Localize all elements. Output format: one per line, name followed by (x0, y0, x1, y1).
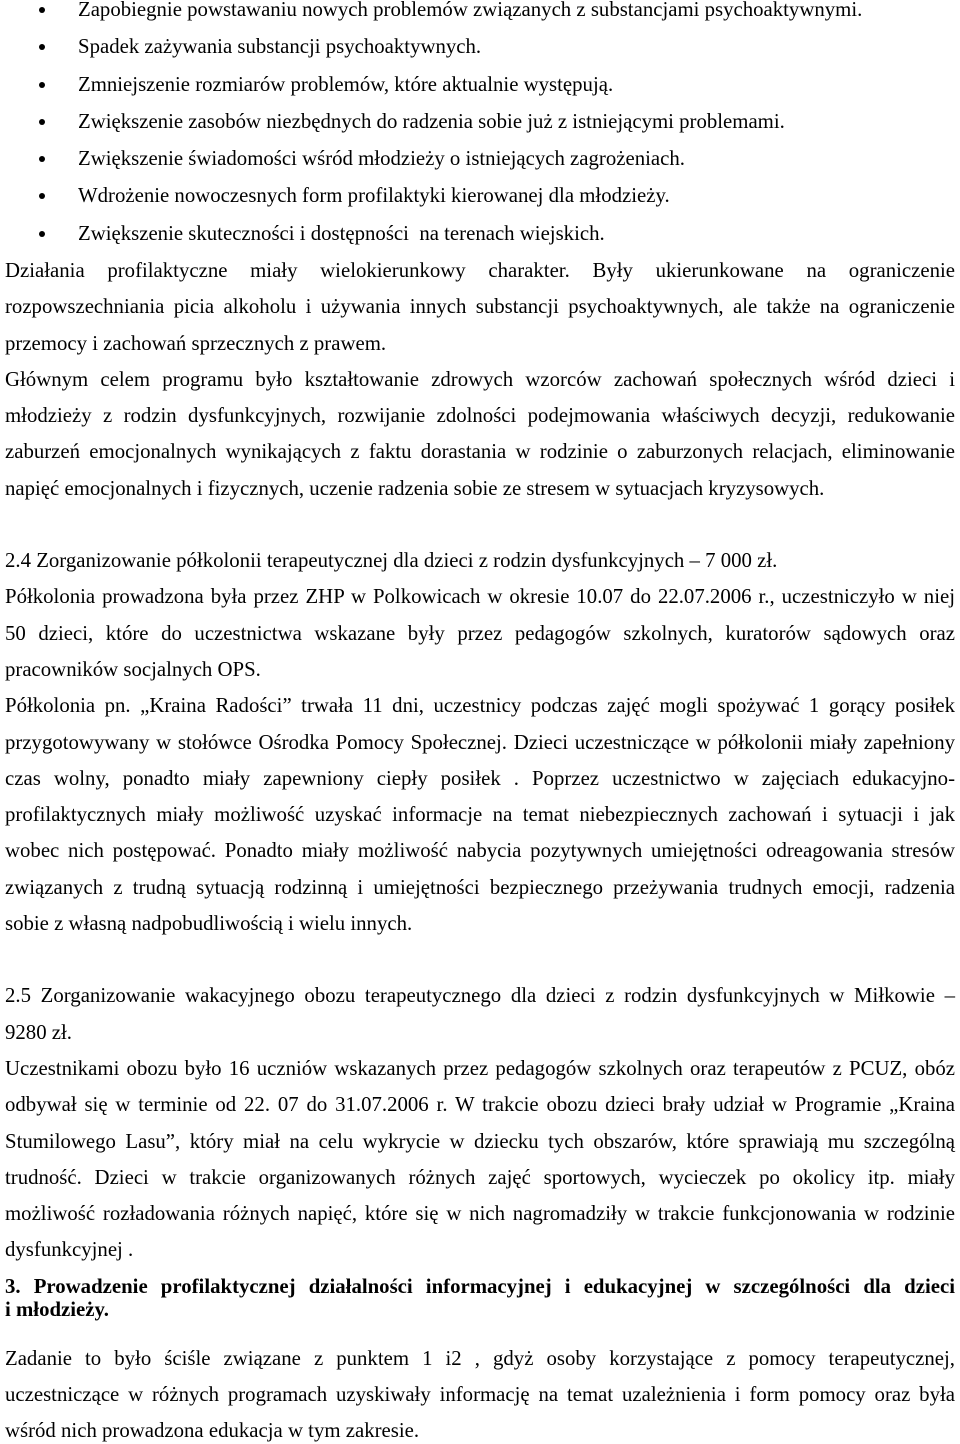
text-line: pracowników socjalnych OPS. (5, 657, 261, 681)
text-line: 50 dzieci, które do uczestnictwa wskazane były przez pedagogów szkolnych, kuratorów sądowych oraz (5, 621, 955, 645)
bullet-icon (39, 7, 45, 13)
text-line: wobec nich postępować. Ponadto miały możliwość nabycia pozytywnych umiejętności odreagowania stresów (5, 839, 955, 863)
bullet-item (5, 20, 955, 57)
bullet-text: Zwiększenie świadomości wśród młodzieży o istniejących zagrożeniach. (78, 147, 685, 171)
bullet-icon (39, 231, 45, 237)
organizer-paragraph (5, 571, 955, 680)
text-line: Półkolonia prowadzona była przez ZHP w Polkowicach w okresie 10.07 do 22.07.2006 r., uczestniczyło w niej (5, 585, 955, 609)
bullet-item (5, 206, 955, 243)
section-heading (5, 970, 955, 1043)
text-line: przemocy i zachowań sprzecznych z prawem. (5, 331, 387, 355)
text-line: Zadanie to było ściśle związane z punktem 1 i2 , gdyż osoby korzystające z pomocy terapeutycznej, (5, 1346, 955, 1370)
bullet-text: Spadek zażywania substancji psychoaktywnych. (78, 35, 482, 59)
text-line: możliwość rozładowania różnych napięć, które się w nich nagromadziły w trakcie funkcjonowania w rodzinie (5, 1202, 955, 1226)
bullet-text: Zwiększenie zasobów niezbędnych do radzenia sobie już z istniejącymi problemami. (78, 109, 785, 133)
bullet-text: Zmniejszenie rozmiarów problemów, które aktualnie występują. (78, 72, 614, 96)
text-line: Działania profilaktyczne miały wielokierunkowy charakter. Były ukierunkowane na ograniczenie (5, 258, 955, 282)
camp-paragraph (5, 1043, 955, 1261)
text-line: napięć emocjonalnych i fizycznych, uczenie radzenia sobie ze stresem w sytuacjach kryzysowych. (5, 476, 825, 500)
section-heading (5, 1260, 955, 1320)
section-2-5 (5, 970, 955, 1260)
text-line: uczestniczące w różnych programach uzyskiwały informację na temat uzależnienia i form pomocy oraz była (5, 1383, 955, 1407)
bullet-text: Zwiększenie skuteczności i dostępności na terenach wiejskich. (78, 221, 605, 245)
section-3 (5, 1260, 955, 1441)
activities-paragraph (5, 244, 955, 354)
bullet-text: Wdrożenie nowoczesnych form profilaktyki kierowanej dla młodzieży. (78, 184, 670, 208)
bullet-item (5, 57, 955, 94)
section-2-4 (5, 535, 955, 934)
bullet-icon (39, 119, 45, 125)
text-line: zaburzeń emocjonalnych wynikających z faktu dorastania w rodzinie o zaburzonych relacjach, eliminowanie (5, 440, 955, 464)
bullet-icon (39, 44, 45, 50)
text-line: Głównym celem programu było kształtowanie zdrowych wzorców zachowań społecznych wśród dzieci i (5, 367, 955, 391)
text-line: związanych z trudną sytuacją rodzinną i umiejętności bezpiecznego przeżywania trudnych emocji, radzenia (5, 875, 955, 899)
text-line: 9280 zł. (5, 1020, 73, 1044)
text-line: rozpowszechniania picia alkoholu i używania innych substancji psychoaktywnych, ale także na ograniczenie (5, 295, 955, 319)
text-line: dysfunkcyjnej . (5, 1238, 134, 1262)
main-goal-paragraph (5, 354, 955, 499)
bullet-item (5, 169, 955, 206)
text-line: czas wolny, ponadto miały zapewniony ciepły posiłek . Poprzez uczestnictwo w zajęciach edukacyjno- (5, 766, 955, 790)
text-line: profilaktycznych miały możliwość uzyskać informacje na temat niebezpiecznych zachowań i sytuacji i jak (5, 803, 955, 827)
bullet-item (5, 95, 955, 132)
text-line: przygotowywany w stołówce Ośrodka Pomocy Społecznej. Dzieci uczestniczące w półkolonii miały zapełniony (5, 730, 955, 754)
text-line: Półkolonia pn. „Kraina Radości” trwała 11 dni, uczestnicy podczas zajęć mogli spożywać 1 gorący posiłek (5, 694, 955, 718)
program-paragraph (5, 680, 955, 934)
task-paragraph (5, 1320, 955, 1441)
bullet-item (5, 0, 955, 20)
text-line: młodzieży z rodzin dysfunkcyjnych, rozwijanie zdolności podejmowania właściwych decyzji, redukowanie (5, 404, 955, 428)
text-line: odbywał się w terminie od 22. 07 do 31.07.2006 r. W trakcie obozu dzieci brały udział w Programie „Kraina (5, 1093, 955, 1117)
text-line: Stumilowego Lasu”, który miał na celu wykrycie w dziecku tych obszarów, które sprawiają mu szczególną (5, 1129, 955, 1153)
bullet-item (5, 132, 955, 169)
bullet-icon (39, 156, 45, 162)
bullet-text: Zapobiegnie powstawaniu nowych problemów związanych z substancjami psychoaktywnymi. (78, 0, 863, 21)
text-line: trudność. Dzieci w trakcie organizowanych różnych zajęć sportowych, wycieczek po okolicy itp. miały (5, 1165, 955, 1189)
text-line: 2.5 Zorganizowanie wakacyjnego obozu terapeutycznego dla dzieci z rodzin dysfunkcyjnych w Miłkowie – (5, 984, 955, 1008)
goals-bullet-list (5, 0, 955, 244)
bullet-icon (39, 82, 45, 88)
text-line: i młodzieży. (5, 1298, 109, 1322)
text-line: sobie z własną nadpobudliwością i wielu innych. (5, 912, 413, 936)
text-line: wśród nich prowadzona edukacja w tym zakresie. (5, 1419, 420, 1443)
text-line: 3. Prowadzenie profilaktycznej działalności informacyjnej i edukacyjnej w szczególności dla dzieci (5, 1274, 955, 1298)
section-heading: 2.4 Zorganizowanie półkolonii terapeutycznej dla dzieci z rodzin dysfunkcyjnych – 7 000 zł. (5, 549, 778, 573)
document-content (5, 0, 955, 1441)
text-line: Uczestnikami obozu było 16 uczniów wskazanych przez pedagogów szkolnych oraz terapeutów z PCUZ, obóz (5, 1056, 955, 1080)
bullet-icon (39, 193, 45, 199)
